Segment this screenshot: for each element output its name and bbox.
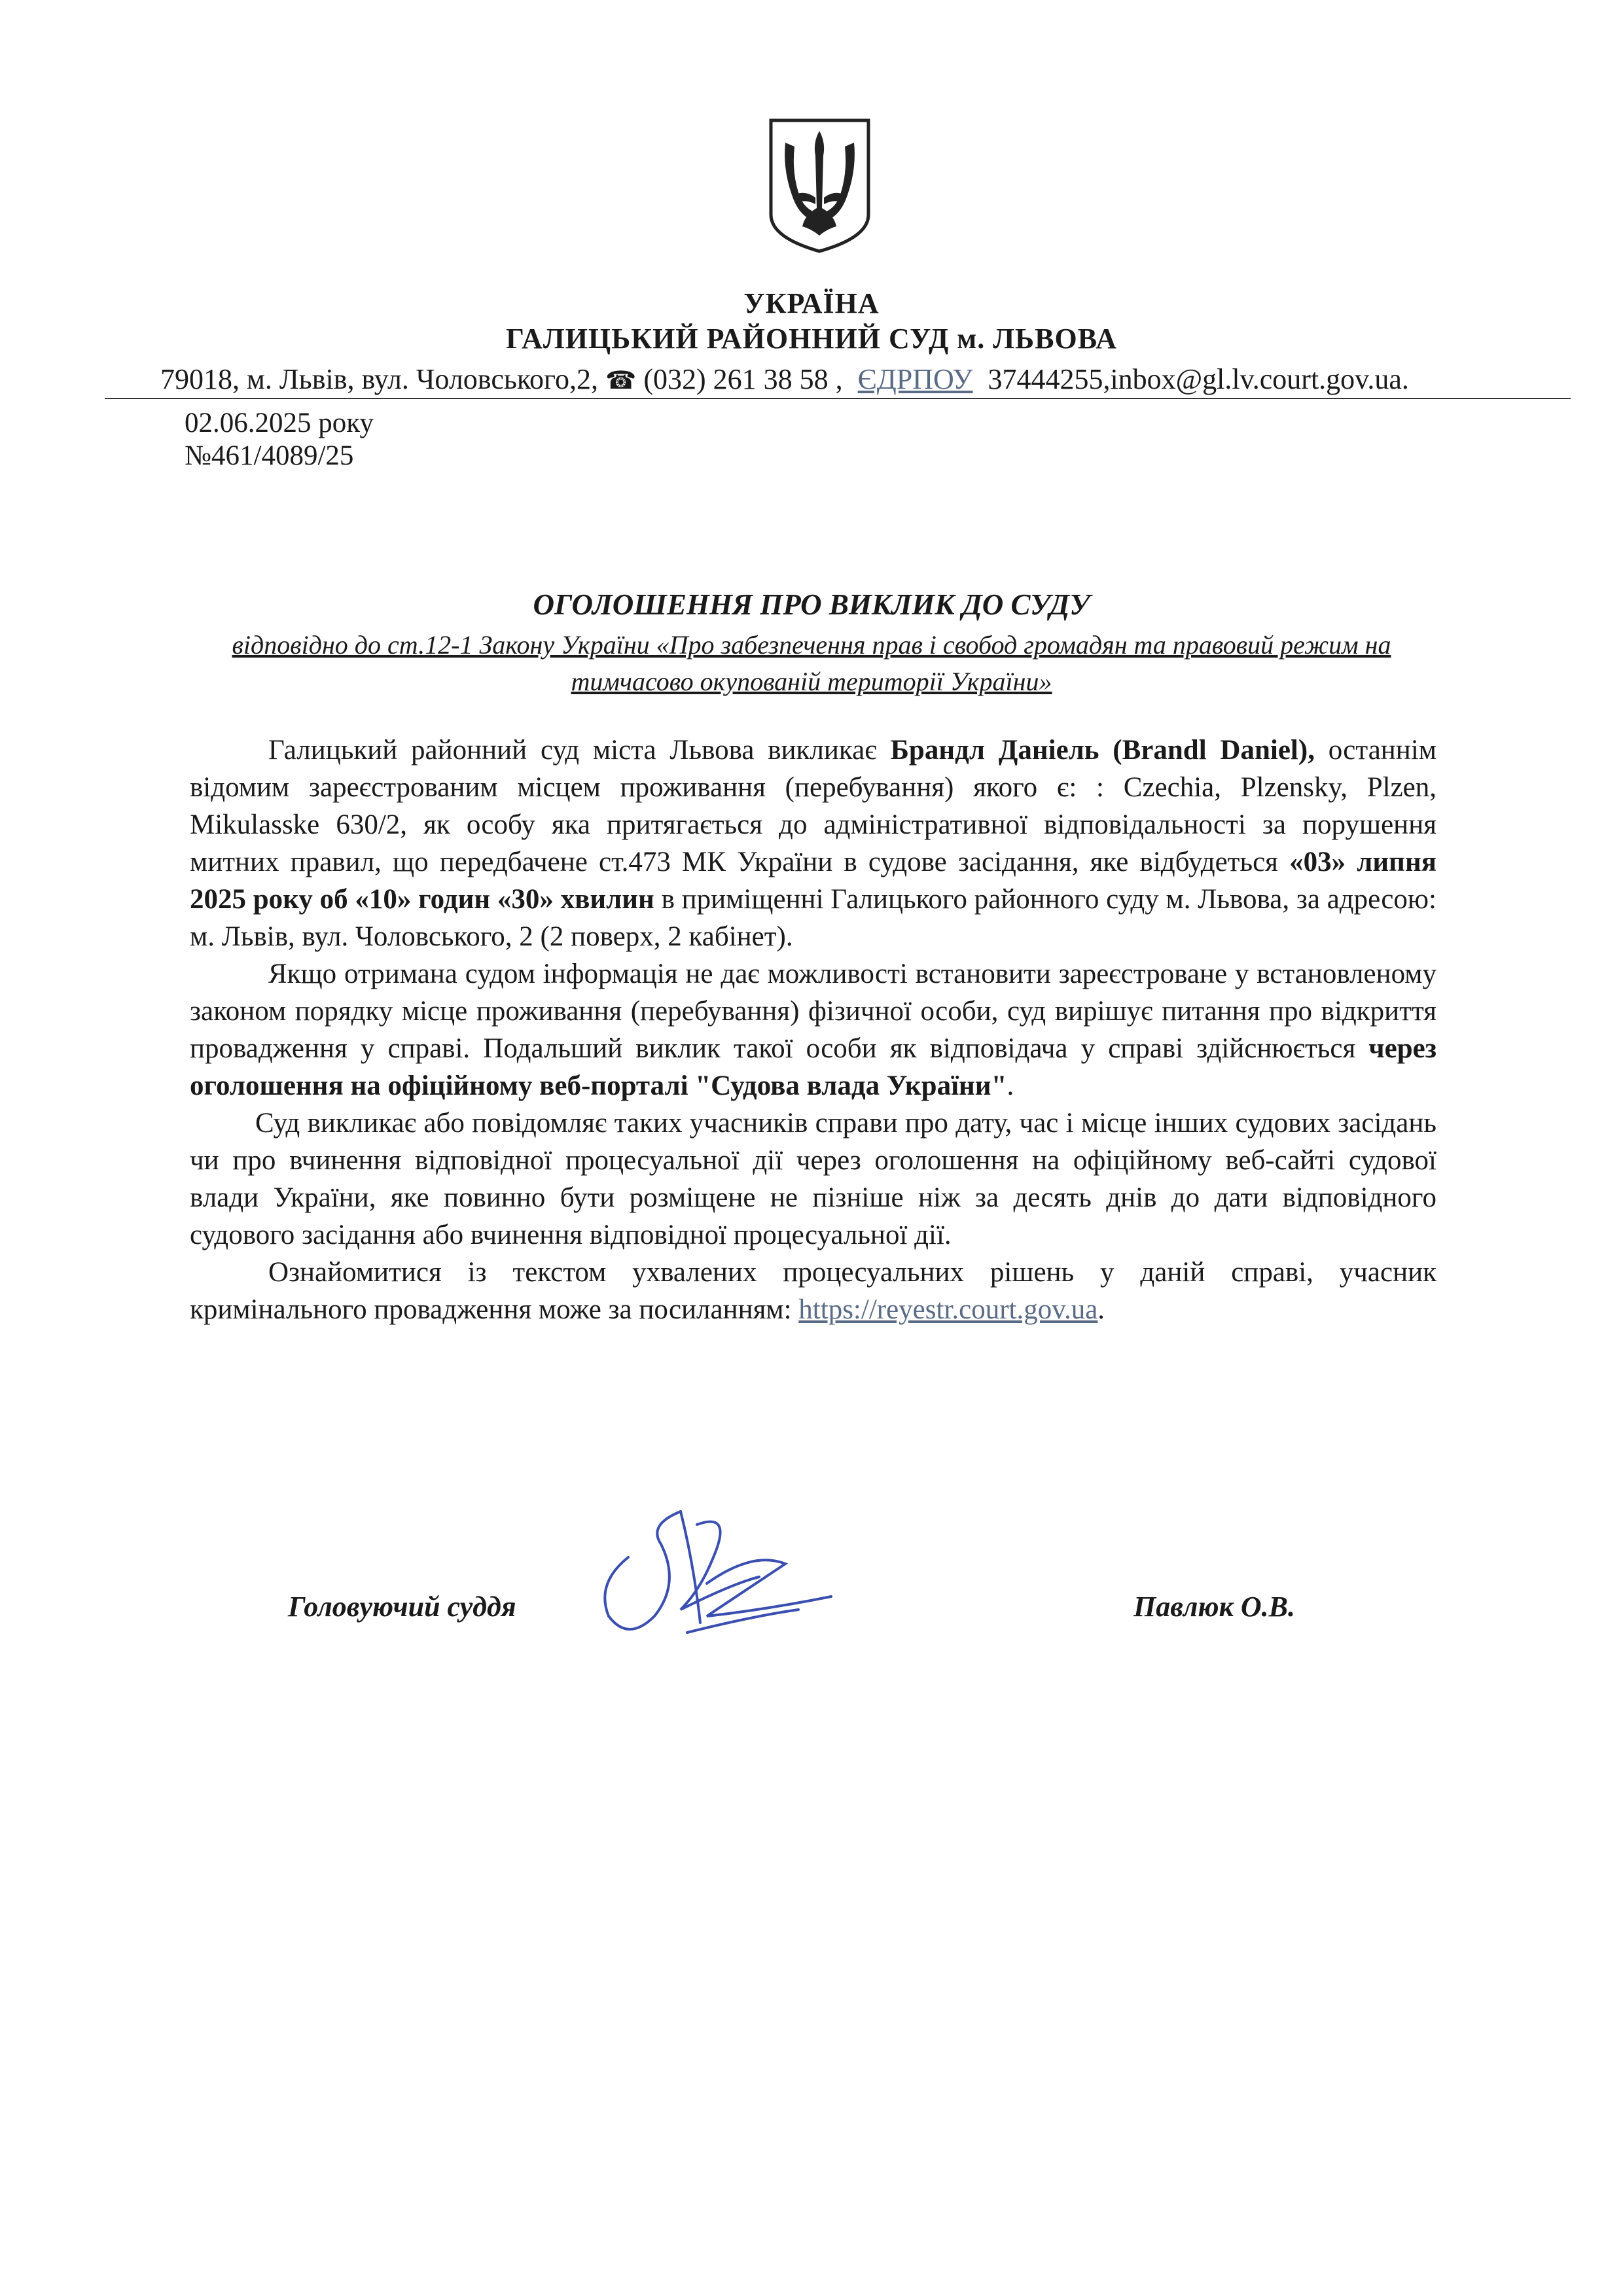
- announcement-subtitle: відповідно до ст.12-1 Закону України «Про забезпечення прав і свобод громадян та правовий режим на тимчасово окупованій території України»: [232, 630, 1391, 696]
- portal-notice: через оголошення на офіційному веб-порталі "Судова влада України": [190, 1033, 1436, 1101]
- registry-text-end: .: [1097, 1294, 1105, 1325]
- registry-link[interactable]: https://reyestr.court.gov.ua: [798, 1294, 1098, 1325]
- court-phone: (032) 261 38 58 ,: [643, 363, 843, 395]
- paragraph-residence: [190, 955, 1436, 1104]
- summons-text-location: в приміщенні Галицького районного суду м. Львова, за адресою: м. Львів, вул. Чоловського, 2 (2 поверх, 2 кабінет).: [190, 884, 1436, 952]
- judge-name: Павлюк О.В.: [1133, 1591, 1296, 1623]
- defendant-name: Брандл Даніель (Brandl Daniel),: [890, 735, 1315, 766]
- paragraph-registry: [190, 1254, 1436, 1328]
- document-date: 02.06.2025 року: [185, 408, 374, 438]
- header-country: УКРАЇНА: [743, 287, 880, 319]
- registry-text: Ознайомитися із текстом ухвалених процесуальних рішень у даній справі, учасник кримінального провадження може за посиланням:: [190, 1257, 1436, 1325]
- paragraph-summons: [190, 732, 1436, 955]
- telephone-icon: ☎: [605, 367, 637, 395]
- edrpou-label: ЄДРПОУ: [857, 363, 973, 395]
- paragraph-notification: Суд викликає або повідомляє таких учасників справи про дату, час і місце інших судових засідань чи про вчинення відповідної процесуальної дії через оголошення на офіційному веб-сайті судової влади України, яке повинно бути розміщене не пізніше ніж за десять днів до дати відповідного судового засідання або вчинення відповідної процесуальної дії.: [190, 1108, 1436, 1250]
- court-address: 79018, м. Львів, вул. Чоловського,2,: [160, 363, 599, 395]
- judge-role: Головуючий суддя: [288, 1591, 516, 1623]
- edrpou-and-email: 37444255,inbox@gl.lv.court.gov.ua.: [988, 363, 1409, 395]
- summons-text-details: останнім відомим зареєстрованим місцем проживання (перебування) якого є: : Czechia, Plzensky, Plzen, Mikulasske 630/2, як особу яка притягається до адміністративної відповідальності за порушення митних правил, що передбачене ст.473 МК України в судове засідання, яке відбудеться: [190, 735, 1436, 877]
- handwritten-signature: [582, 1485, 844, 1655]
- summons-text-intro: Галицький районний суд міста Львова викликає: [268, 735, 891, 766]
- announcement-body: [190, 732, 1436, 1328]
- residence-text-end: .: [1007, 1070, 1014, 1101]
- trident-emblem-icon: [766, 116, 874, 254]
- hearing-datetime: «03» липня 2025 року об «10» годин «30» хвилин: [190, 847, 1436, 915]
- header-court-name: ГАЛИЦЬКИЙ РАЙОННИЙ СУД м. ЛЬВОВА: [505, 323, 1118, 355]
- residence-text: Якщо отримана судом інформація не дає можливості встановити зареєстроване у встановленому законом порядку місце проживання (перебування) фізичної особи, суд вирішує питання про відкриття провадження у справі. Подальший виклик такої особи як відповідача у справі здійснюється: [190, 959, 1436, 1064]
- announcement-title: ОГОЛОШЕННЯ ПРО ВИКЛИК ДО СУДУ: [533, 588, 1090, 621]
- header-address-line: [105, 360, 1571, 399]
- case-number: №461/4089/25: [185, 440, 354, 471]
